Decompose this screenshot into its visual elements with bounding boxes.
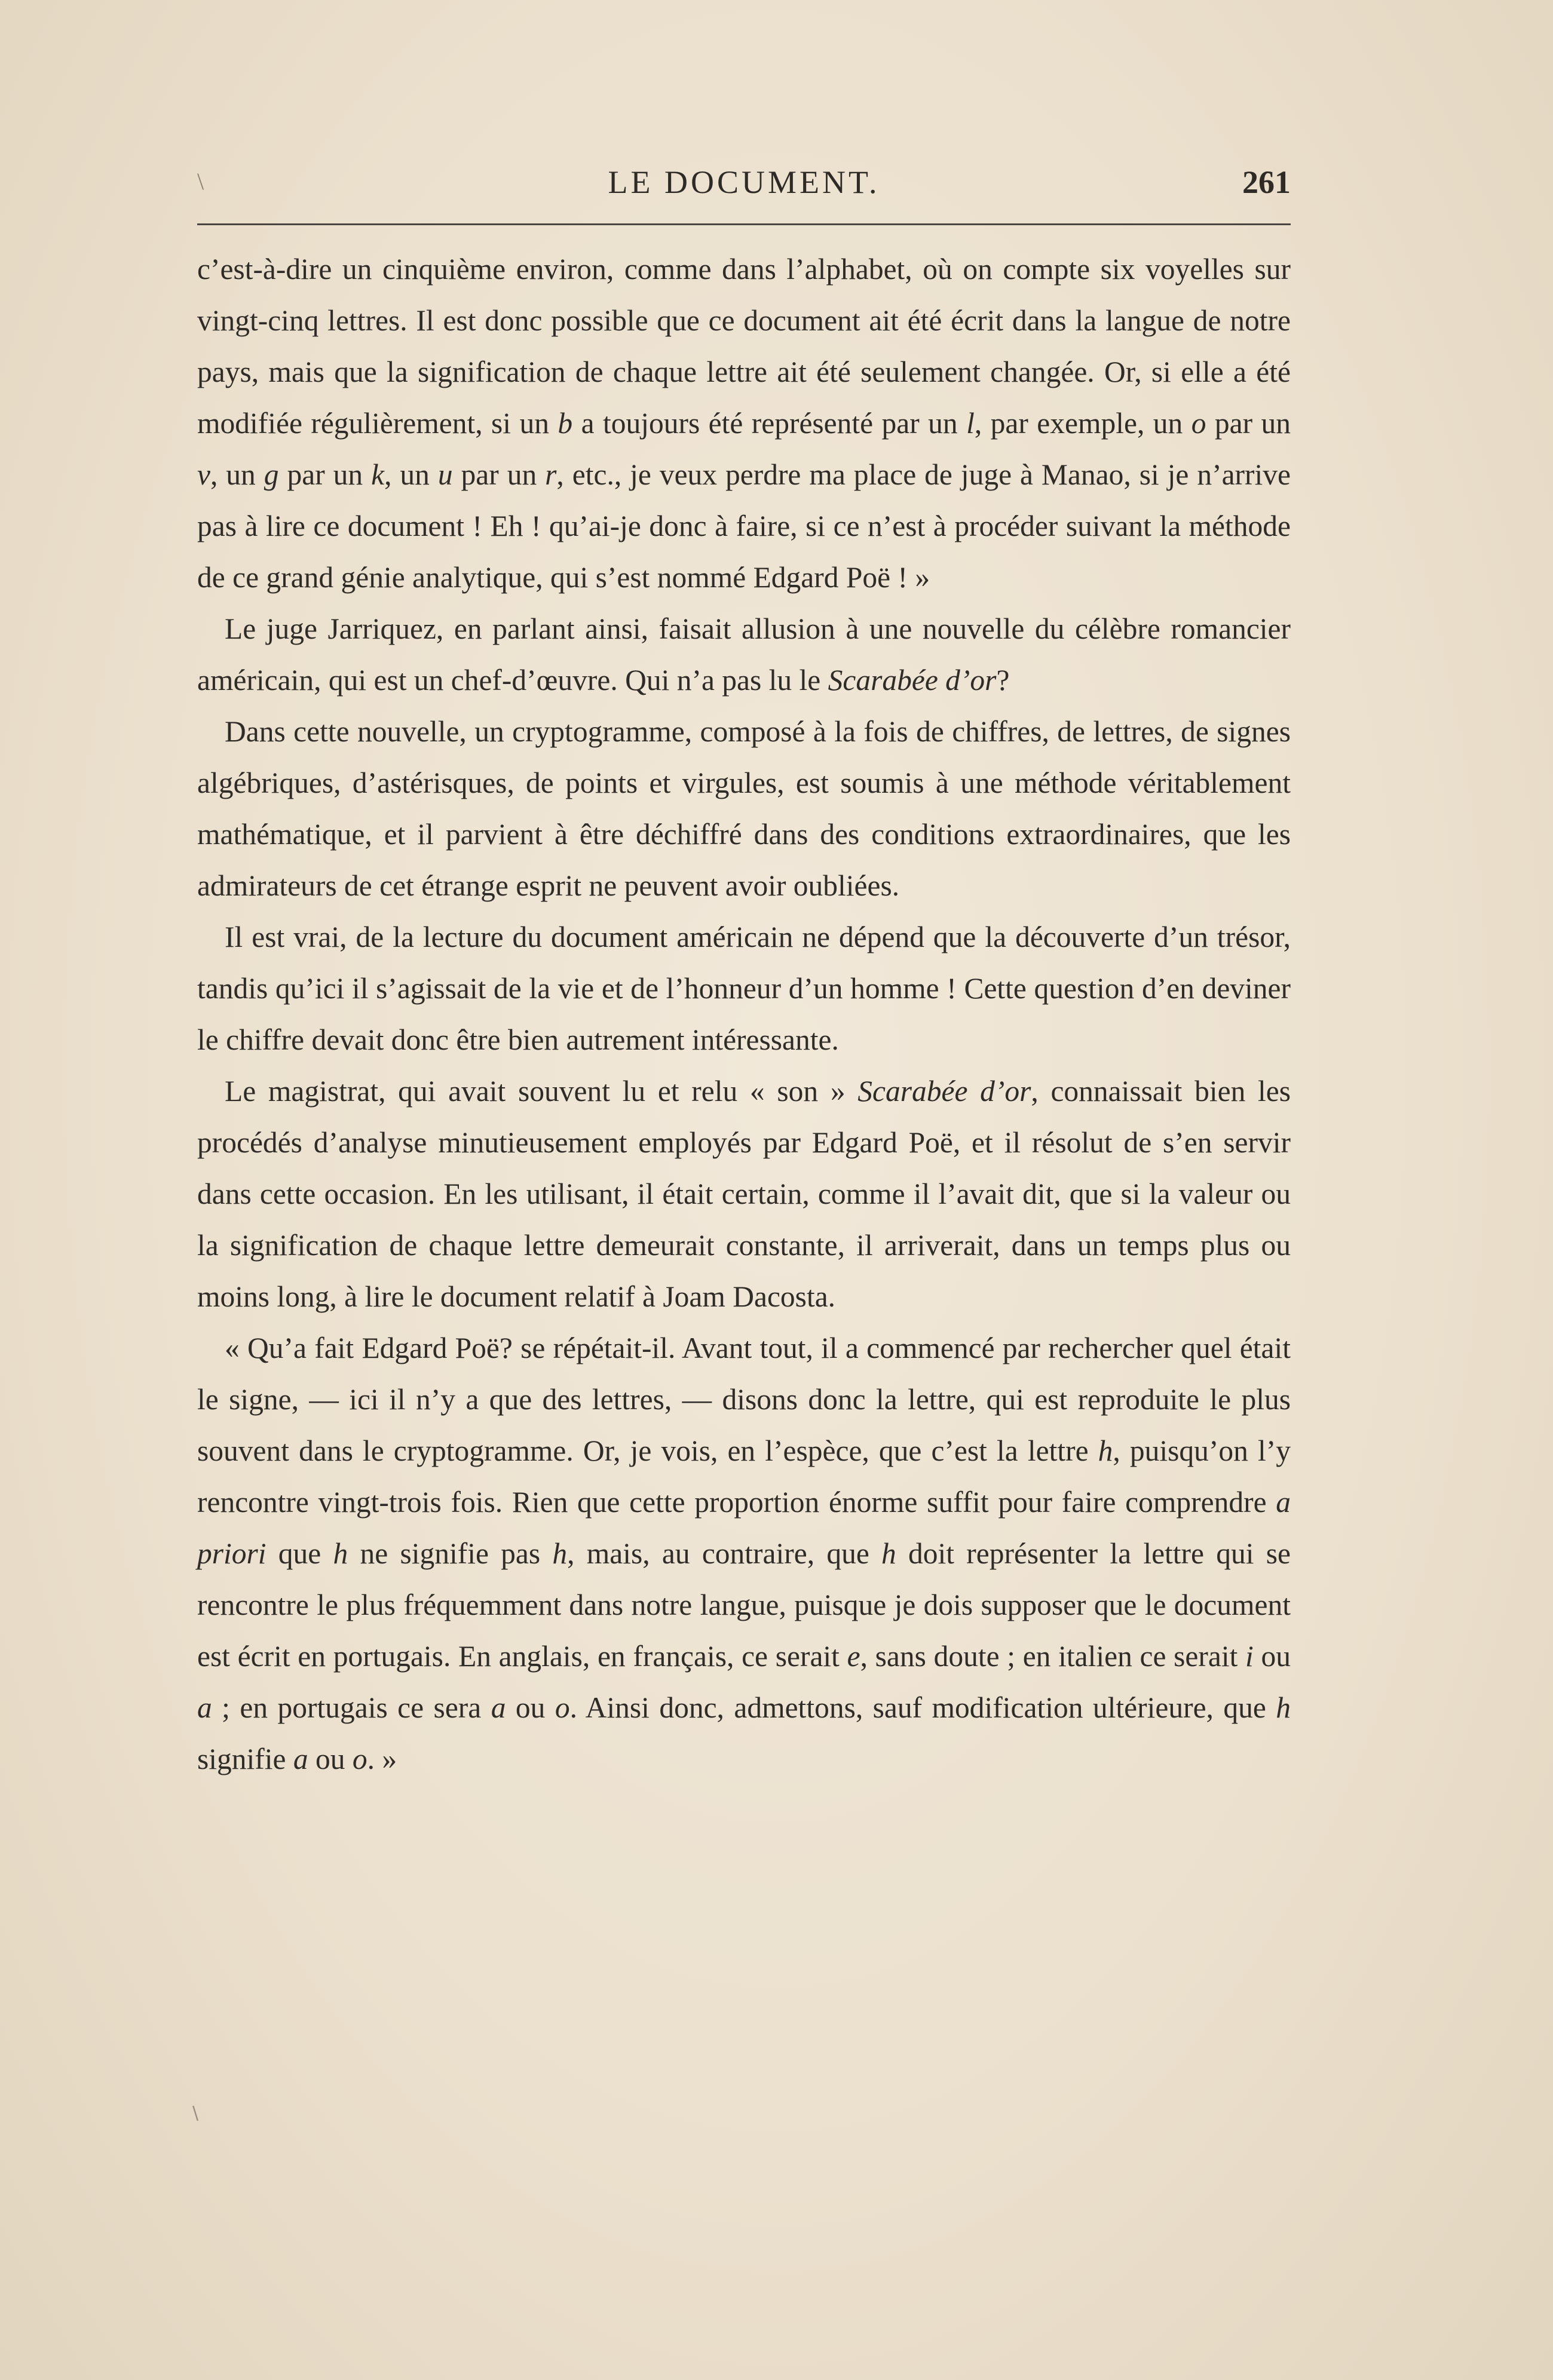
italic-term: a priori (197, 1486, 1291, 1570)
paragraph (197, 912, 1291, 1066)
text-run: , un (384, 458, 438, 491)
italic-term: o (352, 1743, 367, 1775)
running-title: LE DOCUMENT. (608, 164, 880, 200)
text-run: « Qu’a fait Edgard Poë? se répétait-il. Avant tout, il a commencé par rechercher quel était le signe, — ici il n’y a que des lettres, — disons donc la lettre, qui est reproduite le plus souvent dans le cryptogramme. Or, je vois, en l’espèce, que c’est la lettre (197, 1332, 1291, 1467)
text-run: par un (452, 458, 546, 491)
italic-term: h (1276, 1691, 1291, 1724)
italic-term: h (333, 1537, 348, 1570)
italic-term: o (1191, 407, 1206, 440)
italic-term: b (558, 407, 573, 440)
text-run: ? (996, 664, 1010, 697)
paragraph (197, 1066, 1291, 1323)
paragraph (197, 706, 1291, 912)
text-run: ; en portugais ce sera (212, 1691, 491, 1724)
text-run: Le magistrat, qui avait souvent lu et relu « son » (225, 1075, 858, 1108)
text-run: , un (210, 458, 264, 491)
italic-term: r (545, 458, 557, 491)
text-run: a toujours été représenté par un (572, 407, 967, 440)
page-number: 261 (1242, 164, 1291, 200)
italic-term: g (264, 458, 279, 491)
text-run: doit représenter la lettre qui se rencontre le plus fréquemment dans notre langue, puisque je dois supposer que le document est écrit en portugais. En anglais, en français, ce serait (197, 1537, 1291, 1673)
paragraph (197, 603, 1291, 706)
text-run: , connaissait bien les procédés d’analyse minutieusement employés par Edgard Poë, et il résolut de s’en servir dans cette occasion. En les utilisant, il était certain, comme il l’avait dit, que si la valeur ou la signification de chaque lettre demeurait constante, il arriverait, dans un temps plus ou moins long, à lire le document relatif à Joam Dacosta. (197, 1075, 1291, 1313)
paragraph (197, 244, 1291, 603)
text-run: ou (506, 1691, 555, 1724)
italic-term: k (371, 458, 385, 491)
text-run: , puisqu’on l’y rencontre vingt-trois fois. Rien que cette proportion énorme suffit pour faire comprendre (197, 1434, 1291, 1519)
text-run: par un (1206, 407, 1291, 440)
text-run: ne signifie pas (348, 1537, 553, 1570)
paragraph (197, 1323, 1291, 1785)
italic-term: u (437, 458, 453, 491)
italic-term: a (293, 1743, 308, 1775)
italic-term: h (881, 1537, 896, 1570)
italic-term: h (552, 1537, 568, 1570)
header-mark: \ (197, 168, 204, 195)
italic-term: Scarabée d’or (857, 1075, 1031, 1108)
body-text (197, 244, 1291, 1785)
stray-mark: \ (192, 2103, 199, 2124)
italic-term: h (1098, 1434, 1113, 1467)
text-run: Dans cette nouvelle, un cryptogramme, composé à la fois de chiffres, de lettres, de signes algébriques, d’astérisques, de points et virgules, est soumis à une méthode véritablement mathématique, et il parvient à être déchiffré dans des conditions extraordinaires, que les admirateurs de cet étrange esprit ne peuvent avoir oubliées. (197, 715, 1291, 902)
text-run: ou (1253, 1640, 1291, 1673)
text-run: ou (308, 1743, 353, 1775)
text-run: Il est vrai, de la lecture du document américain ne dépend que la découverte d’un trésor, tandis qu’ici il s’agissait de la vie et de l’honneur d’un homme ! Cette question d’en deviner le chiffre devait donc être bien autrement intéressante. (197, 921, 1291, 1056)
italic-term: i (1245, 1640, 1254, 1673)
italic-term: a (491, 1691, 506, 1724)
text-run: . » (367, 1743, 397, 1775)
italic-term: l (966, 407, 975, 440)
text-run: que (266, 1537, 333, 1570)
italic-term: o (555, 1691, 570, 1724)
page-header (197, 157, 1291, 210)
text-run: , par exemple, un (974, 407, 1191, 440)
text-run: , mais, au contraire, que (567, 1537, 882, 1570)
text-run: Le juge Jarriquez, en parlant ainsi, faisait allusion à une nouvelle du célèbre romancier américain, qui est un chef-d’œuvre. Qui n’a pas lu le (197, 612, 1291, 697)
italic-term: Scarabée d’or (828, 664, 997, 697)
italic-term: e (847, 1640, 860, 1673)
text-run: . Ainsi donc, admettons, sauf modification ultérieure, que (569, 1691, 1276, 1724)
italic-term: v (197, 458, 210, 491)
text-run: signifie (197, 1743, 293, 1775)
text-run: c’est-à-dire un cinquième environ, comme dans l’alphabet, où on compte six voyelles sur vingt-cinq lettres. Il est donc possible que ce document ait été écrit dans la langue de notre pays, mais que la signification de chaque lettre ait été seulement changée. Or, si elle a été modifiée régulièrement, si un (197, 253, 1291, 440)
header-rule (197, 223, 1291, 225)
text-run: par un (278, 458, 372, 491)
text-run: , sans doute ; en italien ce serait (860, 1640, 1246, 1673)
italic-term: a (197, 1691, 212, 1724)
text-run: , etc., je veux perdre ma place de juge à Manao, si je n’arrive pas à lire ce document ! Eh ! qu’ai-je donc à faire, si ce n’est à procéder suivant la méthode de ce grand génie analytique, qui s’est nommé Edgard Poë ! » (197, 458, 1291, 594)
